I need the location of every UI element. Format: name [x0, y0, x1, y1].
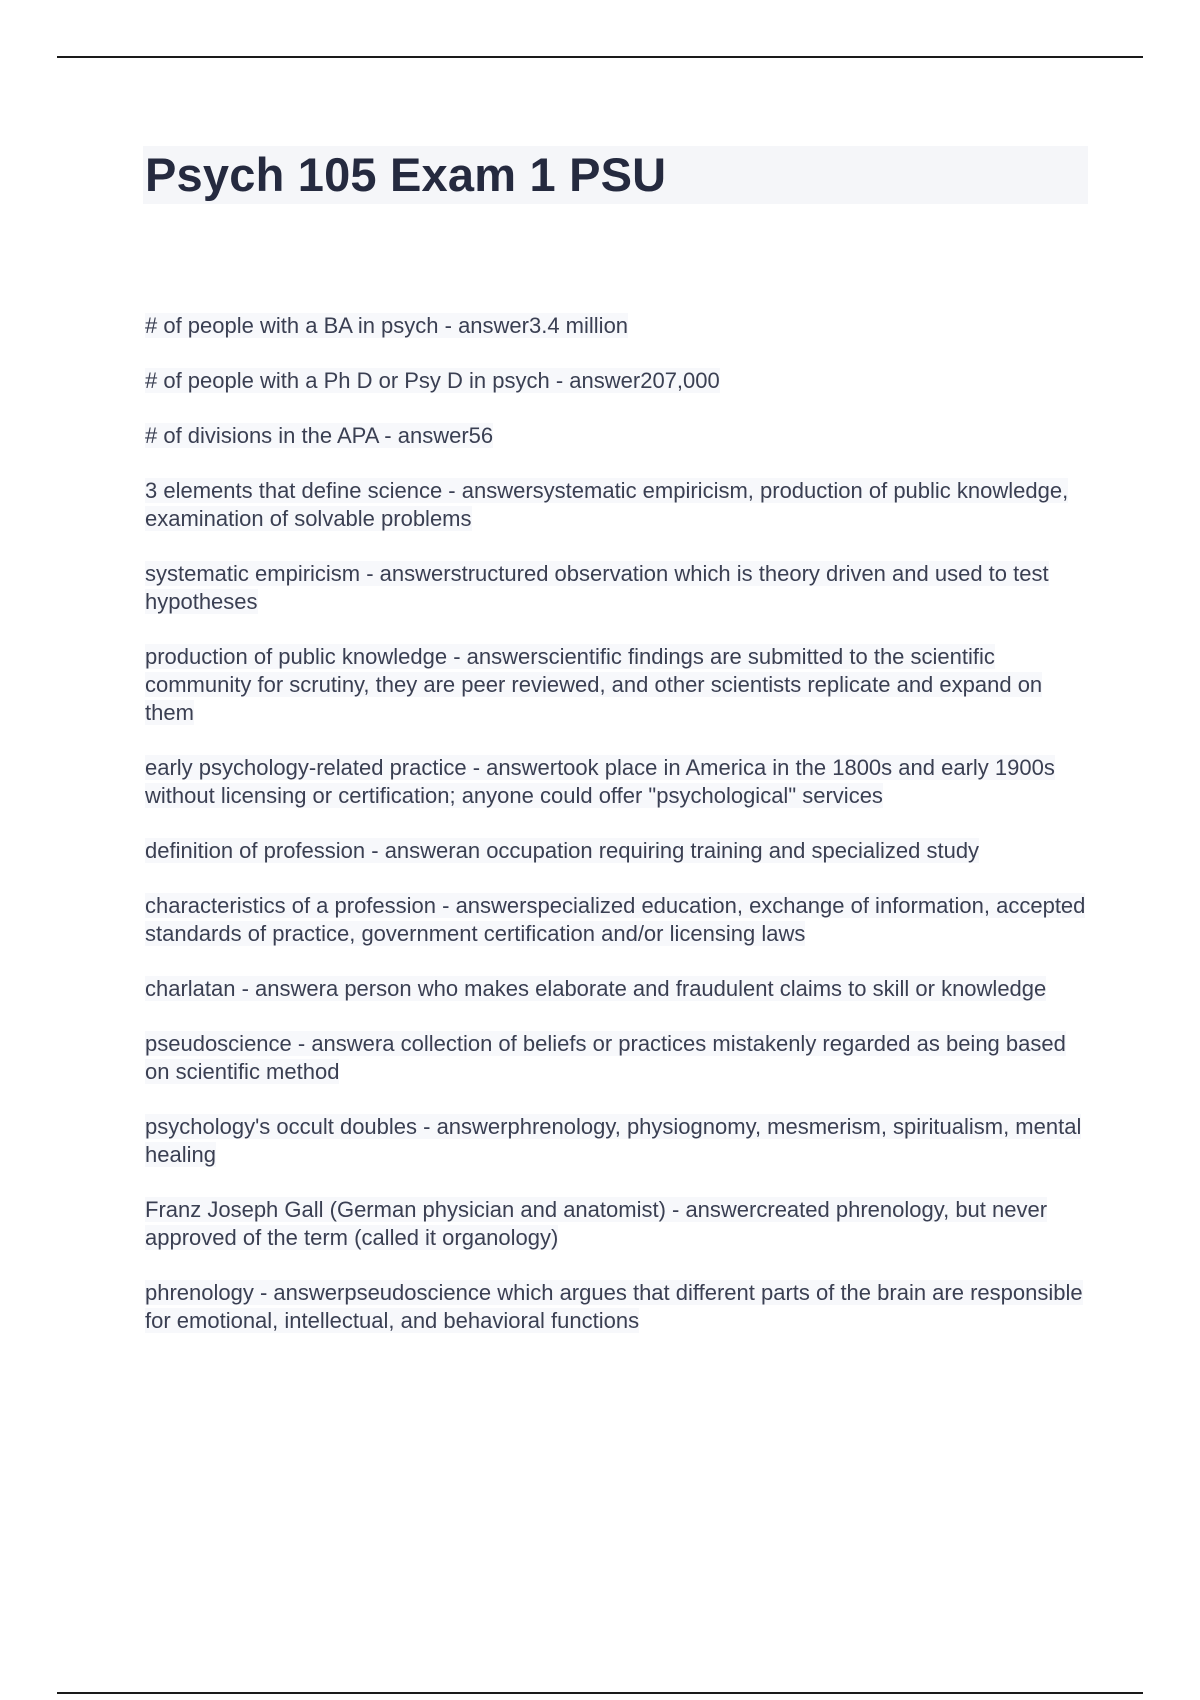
list-item-text: Franz Joseph Gall (German physician and anatomist) - answercreated phrenology, but never approved of the term (called it organology) — [145, 1197, 1048, 1250]
list-item-text: psychology's occult doubles - answerphrenology, physiognomy, mesmerism, spiritualism, mental healing — [145, 1114, 1082, 1167]
list-item-text: early psychology-related practice - answertook place in America in the 1800s and early 1900s without licensing or certification; anyone could offer "psychological" services — [145, 755, 1055, 808]
list-item-text: 3 elements that define science - answersystematic empiricism, production of public knowledge, examination of solvable problems — [145, 478, 1069, 531]
list-item-text: # of divisions in the APA - answer56 — [145, 423, 494, 448]
qa-list — [145, 312, 1095, 1362]
list-item — [145, 477, 1095, 533]
list-item — [145, 1113, 1095, 1169]
list-item — [145, 1279, 1095, 1335]
list-item-text: # of people with a BA in psych - answer3.4 million — [145, 313, 629, 338]
list-item-text: definition of profession - answeran occupation requiring training and specialized study — [145, 838, 980, 863]
list-item-text: characteristics of a profession - answerspecialized education, exchange of information, accepted standards of practice, government certification and/or licensing laws — [145, 893, 1086, 946]
bottom-rule — [57, 1692, 1143, 1694]
list-item — [145, 975, 1095, 1003]
list-item — [145, 312, 1095, 340]
list-item — [145, 1196, 1095, 1252]
list-item — [145, 367, 1095, 395]
top-rule — [57, 56, 1143, 58]
list-item — [145, 754, 1095, 810]
list-item-text: systematic empiricism - answerstructured observation which is theory driven and used to test hypotheses — [145, 561, 1049, 614]
list-item — [145, 892, 1095, 948]
list-item-text: # of people with a Ph D or Psy D in psych - answer207,000 — [145, 368, 720, 393]
page-title: Psych 105 Exam 1 PSU — [145, 148, 667, 201]
list-item — [145, 560, 1095, 616]
list-item-text: production of public knowledge - answerscientific findings are submitted to the scientific community for scrutiny, they are peer reviewed, and other scientists replicate and expand on them — [145, 644, 1043, 725]
list-item — [145, 1030, 1095, 1086]
list-item-text: pseudoscience - answera collection of beliefs or practices mistakenly regarded as being based on scientific method — [145, 1031, 1066, 1084]
list-item-text: phrenology - answerpseudoscience which argues that different parts of the brain are responsible for emotional, intellectual, and behavioral functions — [145, 1280, 1083, 1333]
list-item-text: charlatan - answera person who makes elaborate and fraudulent claims to skill or knowledge — [145, 976, 1047, 1001]
list-item — [145, 837, 1095, 865]
list-item — [145, 422, 1095, 450]
list-item — [145, 643, 1095, 727]
